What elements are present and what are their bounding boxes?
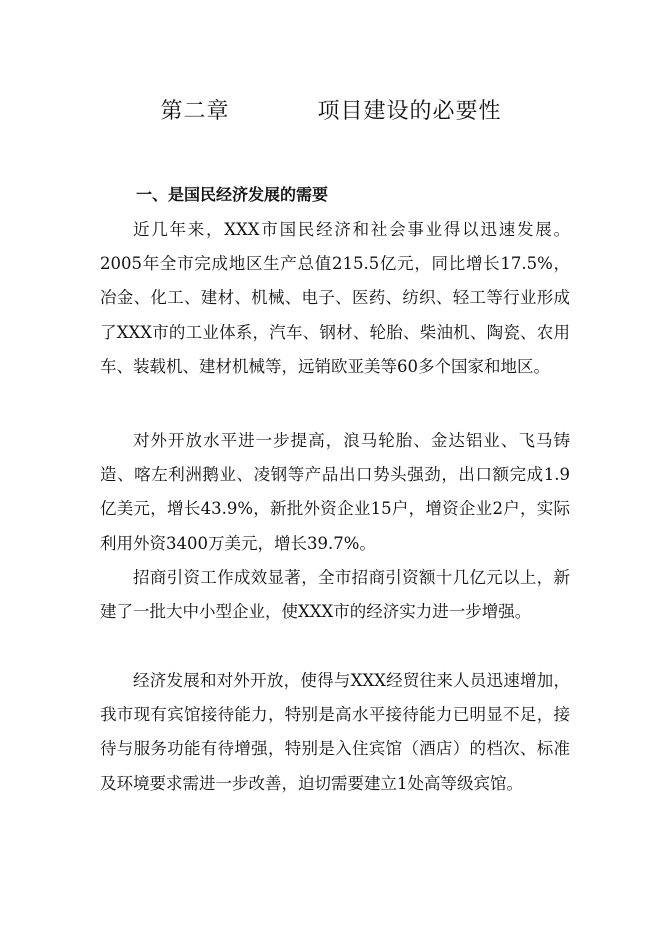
paragraph-opening-up: 对外开放水平进一步提高，浪马轮胎、金达铝业、飞马铸造、喀左利洲鹅业、凌钢等产品出口势头强劲，出口额完成1.9亿美元，增长43.9%，新批外资企业15户，增资企业2户，实际利用外资3400万美元，增长39.7%。 bbox=[100, 431, 570, 553]
paragraph-investment: 招商引资工作成效显著，全市招商引资额十几亿元以上，新建了一批大中小型企业，使XXX市的经济实力进一步增强。 bbox=[100, 568, 570, 622]
paragraph-hotel-need: 经济发展和对外开放，使得与XXX经贸往来人员迅速增加，我市现有宾馆接待能力，特别是高水平接待能力已明显不足，接待与服务功能有待增强，特别是入住宾馆（酒店）的档次、标准及环境要求需进一步改善，迫切需要建立1处高等级宾馆。 bbox=[100, 671, 570, 793]
paragraph-economy: 近几年来，XXX市国民经济和社会事业得以迅速发展。2005年全市完成地区生产总值215.5亿元，同比增长17.5%，冶金、化工、建材、机械、电子、医药、纺织、轻工等行业形成了XXX市的工业体系，汽车、钢材、轮胎、柴油机、陶瓷、农用车、装载机、建材机械等，远销欧亚美等60多个国家和地区。 bbox=[100, 220, 570, 376]
section-heading: 一、是国民经济发展的需要 bbox=[136, 185, 329, 204]
chapter-title: 第二章 项目建设的必要性 bbox=[160, 99, 502, 124]
